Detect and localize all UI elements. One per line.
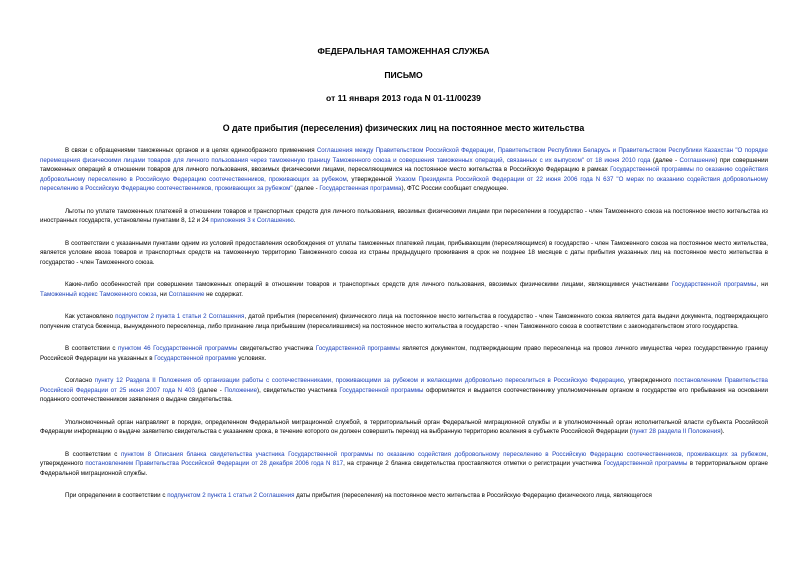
- paragraph-text: , утвержденного: [40, 450, 768, 467]
- paragraph-text: , утвержденной: [346, 175, 396, 183]
- document-link[interactable]: Государственной программы: [339, 386, 424, 394]
- document-link[interactable]: Соглашения между Правительством Российской Федерации, Правительством Республики Беларусь и Правительством Республики Казахстан "О порядке перемещения физическими лицами товаров для личного пользования через таможенную границу Таможенного союза и совершения таможенных операций, связанных с их выпуском" от 18 июня 2010 года: [40, 147, 768, 164]
- document-link[interactable]: Таможенный кодекс Таможенного союза: [40, 290, 157, 298]
- paragraph-text: , ни: [156, 290, 169, 298]
- paragraph-text: Уполномоченный орган направляет в порядке, определенном Федеральной миграционной службой, в территориальный орган Федеральной миграционной службы и в уполномоченный орган исполнительной власти субъекта Российской Федерации информацию о выдаче заявителю свидетельства с указанием срока, в течение которого он должен совершить переезд на выбранную территорию вселения в субъекте Российской Федерации (: [40, 418, 768, 435]
- paragraph-text: , на странице 2 бланка свидетельства проставляются отметки о регистрации участника: [343, 460, 604, 467]
- document-link[interactable]: постановлением Правительства Российской Федерации от 28 декабря 2006 года N 817: [85, 460, 344, 467]
- paragraph-text: свидетельство участника: [237, 345, 316, 352]
- document-type: ПИСЬМО: [384, 70, 423, 80]
- document-link[interactable]: Государственной программы: [315, 345, 400, 352]
- paragraph-text: (далее -: [650, 156, 680, 164]
- paragraph-text: ) при совершении таможенных операций в отношении товаров для личного пользования, ввозимых физическими лицами, переселяющимися на постоянное место жительства в Российскую Федерацию в рамках: [40, 156, 769, 173]
- paragraph-text: В соответствии с указанными пунктами одним из условий предоставления освобождения от уплаты таможенных платежей лицам, прибывающим (переселяющимся) в государство - член Таможенного союза на постоянное место жительства, является условие ввоза товаров и транспортных средств на таможенную территорию Таможенного союза из страны предыдущего проживания в срок не позднее 18 месяцев с даты прибытия указанных лиц на постоянное место жительства в государство - член Таможенного союза.: [40, 239, 768, 266]
- paragraph-text: ), свидетельство участника: [257, 386, 340, 394]
- paragraph-text: Как установлено: [65, 313, 116, 320]
- document-link[interactable]: пунктом 8 Описания бланка свидетельства участника Государственной программы по оказанию содействия добровольному переселению в Российскую Федерацию соотечественников, проживающих за рубежом: [120, 450, 767, 458]
- paragraph-7: [40, 376, 768, 405]
- paragraph-10: [40, 491, 768, 501]
- document-link[interactable]: Соглашение: [168, 290, 205, 298]
- document-link[interactable]: Государственная программа: [319, 185, 402, 192]
- paragraph-text: (далее -: [194, 386, 225, 394]
- paragraph-text: В связи с обращениями таможенных органов и в целях единообразного применения: [65, 147, 317, 154]
- document-date-number: от 11 января 2013 года N 01-11/00239: [326, 93, 481, 103]
- paragraph-text: в территориальном органе Федеральной миграционной службы.: [40, 460, 768, 477]
- document-link[interactable]: Государственной программы: [603, 460, 688, 467]
- document-title: О дате прибытия (переселения) физических лиц на постоянное место жительства: [222, 123, 585, 133]
- paragraph-text: (далее -: [292, 185, 320, 192]
- document-link[interactable]: Положение: [224, 386, 258, 394]
- paragraph-3: [40, 239, 768, 268]
- paragraph-1: [40, 146, 768, 194]
- paragraph-text: .: [293, 217, 296, 224]
- document-link[interactable]: Соглашение: [679, 156, 716, 164]
- paragraph-2: [40, 207, 768, 226]
- document-link[interactable]: пункту 12 Раздела II Положения об организации работы с соотечественниками, проживающими за рубежом и желающими добровольно переселиться в Российскую Федерацию: [94, 377, 624, 384]
- document-link[interactable]: Государственной программы: [671, 281, 757, 288]
- paragraph-text: Какие-либо особенностей при совершении таможенных операций в отношении товаров и транспортных средств для личного пользования, ввозимых физическими лицами, являющимися участниками: [65, 281, 672, 288]
- document-body: [40, 146, 768, 514]
- paragraph-text: В соответствии с: [65, 450, 121, 458]
- paragraph-text: оформляется и выдается соотечественнику уполномоченным органом в государстве его пребывания на основании поданного соотечественником заявления о выдаче свидетельства.: [40, 386, 768, 403]
- paragraph-text: В соответствии с: [65, 345, 118, 352]
- paragraph-text: , ни: [756, 281, 769, 288]
- paragraph-text: ).: [720, 428, 725, 435]
- document-link[interactable]: постановлением Правительства Российской Федерации от 25 июня 2007 года N 403: [40, 377, 768, 394]
- paragraph-9: [40, 450, 768, 479]
- paragraph-text: не содержат.: [204, 290, 243, 298]
- agency-name: ФЕДЕРАЛЬНАЯ ТАМОЖЕННАЯ СЛУЖБА: [317, 46, 490, 56]
- document-link[interactable]: Государственной программы по оказанию содействия добровольному переселению в Российскую Федерацию соотечественников, проживающих за рубежом: [40, 166, 768, 183]
- document-link[interactable]: пункт 28 раздела II Положения: [631, 428, 721, 435]
- document-link[interactable]: Указом Президента Российской Федерации от 22 июня 2006 года N 637 "О мерах по оказанию содействия добровольному переселению в Российскую Федерацию соотечественников, проживающих за рубежом": [40, 175, 769, 192]
- paragraph-text: При определении в соответствии с: [65, 492, 168, 499]
- document-link[interactable]: Государственной программе: [154, 354, 237, 362]
- paragraph-text: , утвержденного: [623, 377, 675, 384]
- paragraph-4: [40, 280, 768, 299]
- document-link[interactable]: подпунктом 2 пункта 1 статьи 2 Соглашения: [167, 492, 295, 499]
- paragraph-5: [40, 312, 768, 331]
- paragraph-text: даты прибытия (переселения) на постоянное место жительства в Российскую Федерацию физического лица, являющегося: [294, 492, 652, 499]
- paragraph-text: Льготы по уплате таможенных платежей в отношении товаров и транспортных средств для личного пользования, ввозимых физическими лицами при переселении в государство - член Таможенного союза на постоянное место жительства из иностранных государств, установлены пунктами 8, 12 и 24: [40, 207, 768, 224]
- paragraph-text: , датой прибытия (переселения) физического лица на постоянное место жительства в государство - член Таможенного союза является дата выдачи документа, подтверждающего получение статуса беженца, вынужденного переселенца, либо признание лица прибывшим (переселившимся) на постоянное место жительства в государство - член Таможенного союза в соответствии с законодательством этого государства.: [40, 313, 768, 330]
- document-link[interactable]: пунктом 46 Государственной программы: [118, 345, 238, 352]
- paragraph-6: [40, 344, 768, 363]
- document-link[interactable]: подпунктом 2 пункта 1 статьи 2 Соглашения: [115, 313, 245, 320]
- paragraph-text: ), ФТС России сообщает следующее.: [401, 185, 509, 192]
- paragraph-text: является документом, подтверждающим право переселенца на провоз личного имущества через государственную границу Российской Федерации на указанных в: [40, 345, 769, 362]
- paragraph-8: [40, 418, 768, 437]
- paragraph-text: Согласно: [65, 377, 95, 384]
- document-link[interactable]: приложения 3 к Соглашению: [210, 217, 294, 224]
- paragraph-text: условиях.: [236, 354, 267, 362]
